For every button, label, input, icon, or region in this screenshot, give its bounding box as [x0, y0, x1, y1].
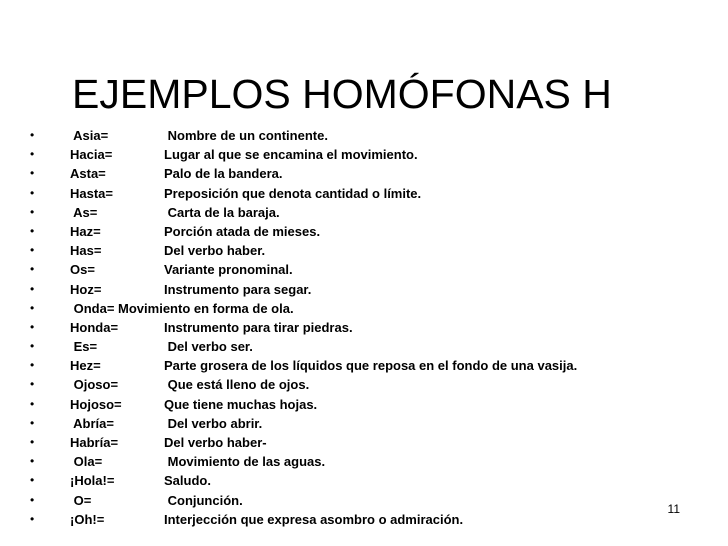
term: Ojoso=	[70, 377, 119, 393]
term: Hacia=	[70, 147, 113, 163]
definition: Del verbo haber-	[164, 435, 267, 450]
definition: Variante pronominal.	[164, 262, 293, 278]
definition: Del verbo abrir.	[164, 415, 263, 431]
definition: Lugar al que se encamina el movimiento.	[164, 147, 418, 163]
definition: Que tiene muchas hojas.	[164, 396, 318, 412]
term: Hoz=	[70, 281, 102, 297]
bullet-icon: •	[30, 435, 35, 449]
definition: Interjección que expresa asombro o admiración.	[164, 511, 464, 527]
term: Has=	[70, 243, 102, 259]
bullet-icon: •	[30, 454, 35, 469]
bullet-icon: •	[30, 300, 35, 315]
bullet-icon: •	[30, 185, 35, 200]
bullet-icon: •	[30, 204, 35, 219]
term: ¡Oh!=	[70, 511, 105, 527]
bullet-icon: •	[30, 492, 35, 507]
bullet-icon: •	[30, 281, 35, 296]
term: Asta=	[70, 166, 106, 182]
term: Hasta=	[70, 185, 113, 201]
definition: Instrumento para segar.	[164, 281, 312, 297]
definition: Conjunción.	[164, 492, 243, 508]
definition: Palo de la bandera.	[164, 166, 283, 182]
bullet-icon: •	[30, 223, 35, 238]
term: Ola=	[70, 454, 103, 470]
term: Asia=	[70, 128, 109, 143]
definition: Porción atada de mieses.	[164, 223, 321, 239]
bullet-icon: •	[30, 147, 35, 162]
bullet-icon: •	[30, 319, 35, 334]
bullet-icon: •	[30, 262, 35, 277]
term: Haz=	[70, 223, 101, 239]
bullet-icon: •	[30, 511, 35, 526]
definition: Que está lleno de ojos.	[164, 377, 310, 393]
definition: Del verbo haber.	[164, 243, 266, 259]
definition: Preposición que denota cantidad o límite.	[164, 185, 422, 201]
bullet-icon: •	[30, 166, 35, 181]
term: Onda= Movimiento en forma de ola.	[70, 300, 294, 316]
term: ¡Hola!=	[70, 473, 115, 489]
bullet-icon: •	[30, 396, 35, 411]
definition: Movimiento de las aguas.	[164, 454, 326, 470]
bullet-icon: •	[30, 243, 35, 258]
term: Os=	[70, 262, 95, 278]
definition: Parte grosera de los líquidos que reposa en el fondo de una vasija.	[164, 358, 578, 374]
definition: Del verbo ser.	[164, 339, 253, 355]
term: Es=	[70, 339, 98, 355]
term: O=	[70, 492, 92, 508]
bullet-icon: •	[30, 358, 35, 373]
bullet-icon: •	[30, 128, 35, 142]
term: Honda=	[70, 319, 119, 335]
term: Hojoso=	[70, 396, 122, 412]
bullet-icon: •	[30, 339, 35, 354]
term: Hez=	[70, 358, 101, 374]
definition: Saludo.	[164, 473, 211, 489]
page-number: 11	[667, 502, 680, 516]
slide-title: EJEMPLOS HOMÓFONAS H	[72, 71, 612, 118]
term: Habría=	[70, 435, 119, 450]
definition: Nombre de un continente.	[164, 128, 328, 143]
definition: Carta de la baraja.	[164, 204, 280, 220]
term: As=	[70, 204, 98, 220]
bullet-icon: •	[30, 377, 35, 392]
term: Abría=	[70, 415, 114, 431]
bullet-icon: •	[30, 415, 35, 430]
definition: Instrumento para tirar piedras.	[164, 319, 353, 335]
bullet-icon: •	[30, 473, 35, 488]
